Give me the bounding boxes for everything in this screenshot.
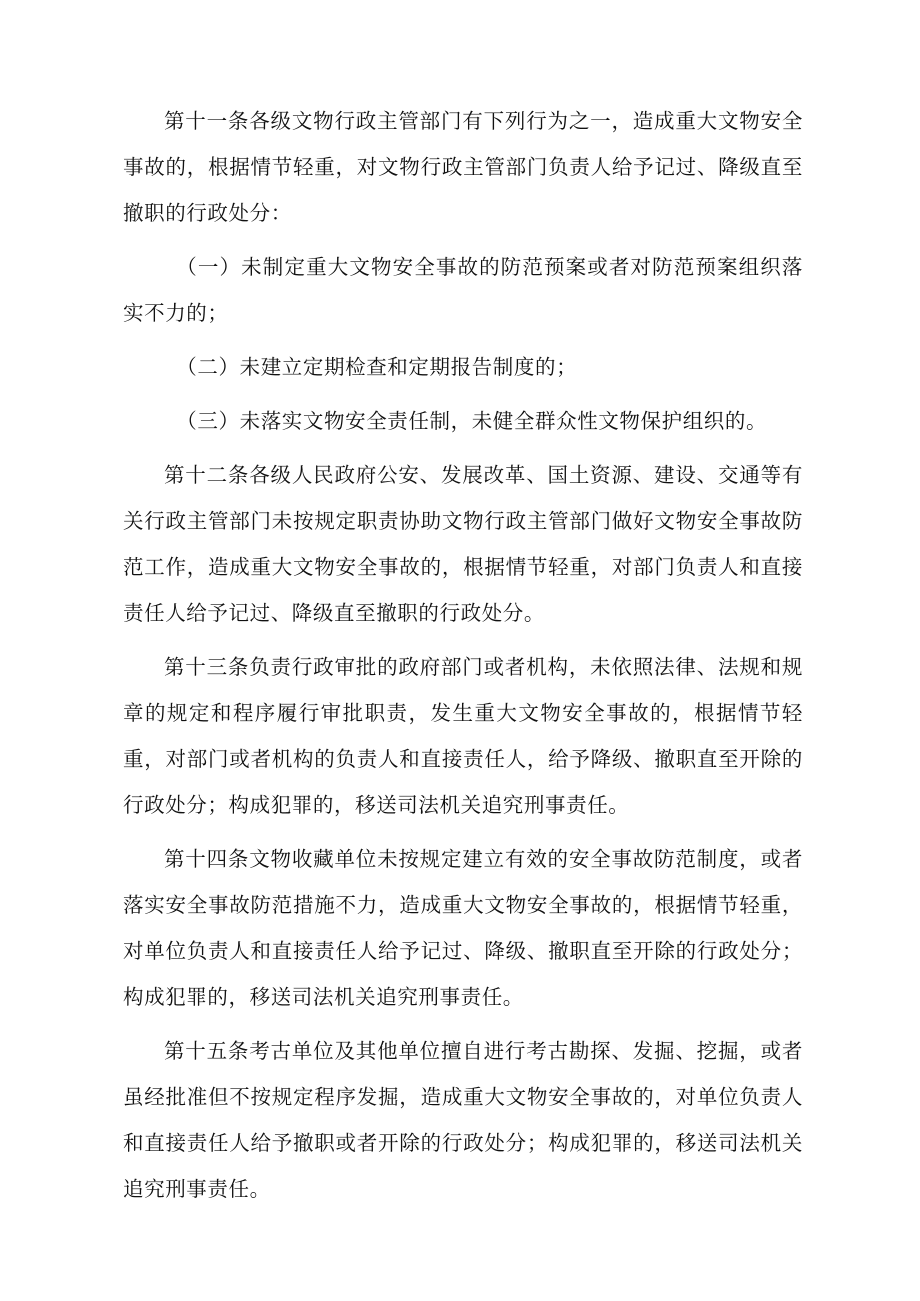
article-12-paragraph: 第十二条各级人民政府公安、发展改革、国土资源、建设、交通等有关行政主管部门未按规定职责协助文物行政主管部门做好文物安全事故防范工作，造成重大文物安全事故的，根据情节轻重，对部门负责人和直接责任人给予记过、降级直至撤职的行政处分。 <box>123 463 803 625</box>
article-11-paragraph: 第十一条各级文物行政主管部门有下列行为之一，造成重大文物安全事故的，根据情节轻重，对文物行政主管部门负责人给予记过、降级直至撤职的行政处分： <box>123 109 803 225</box>
article-11-item-2: （二）未建立定期检查和定期报告制度的； <box>176 355 578 379</box>
article-14-paragraph: 第十四条文物收藏单位未按规定建立有效的安全事故防范制度，或者落实安全事故防范措施不力，造成重大文物安全事故的，根据情节轻重，对单位负责人和直接责任人给予记过、降级、撤职直至开除的行政处分；构成犯罪的，移送司法机关追究刑事责任。 <box>123 847 803 1009</box>
document-body <box>123 98 803 1212</box>
article-13-paragraph: 第十三条负责行政审批的政府部门或者机构，未依照法律、法规和规章的规定和程序履行审批职责，发生重大文物安全事故的，根据情节轻重，对部门或者机构的负责人和直接责任人，给予降级、撤职直至开除的行政处分；构成犯罪的，移送司法机关追究刑事责任。 <box>123 655 803 817</box>
article-15-paragraph: 第十五条考古单位及其他单位擅自进行考古勘探、发掘、挖掘，或者虽经批准但不按规定程序发掘，造成重大文物安全事故的，对单位负责人和直接责任人给予撤职或者开除的行政处分；构成犯罪的，移送司法机关追究刑事责任。 <box>123 1039 803 1201</box>
article-11-item-1: （一）未制定重大文物安全事故的防范预案或者对防范预案组织落实不力的； <box>123 255 803 325</box>
article-11-item-3: （三）未落实文物安全责任制，未健全群众性文物保护组织的。 <box>176 409 768 433</box>
